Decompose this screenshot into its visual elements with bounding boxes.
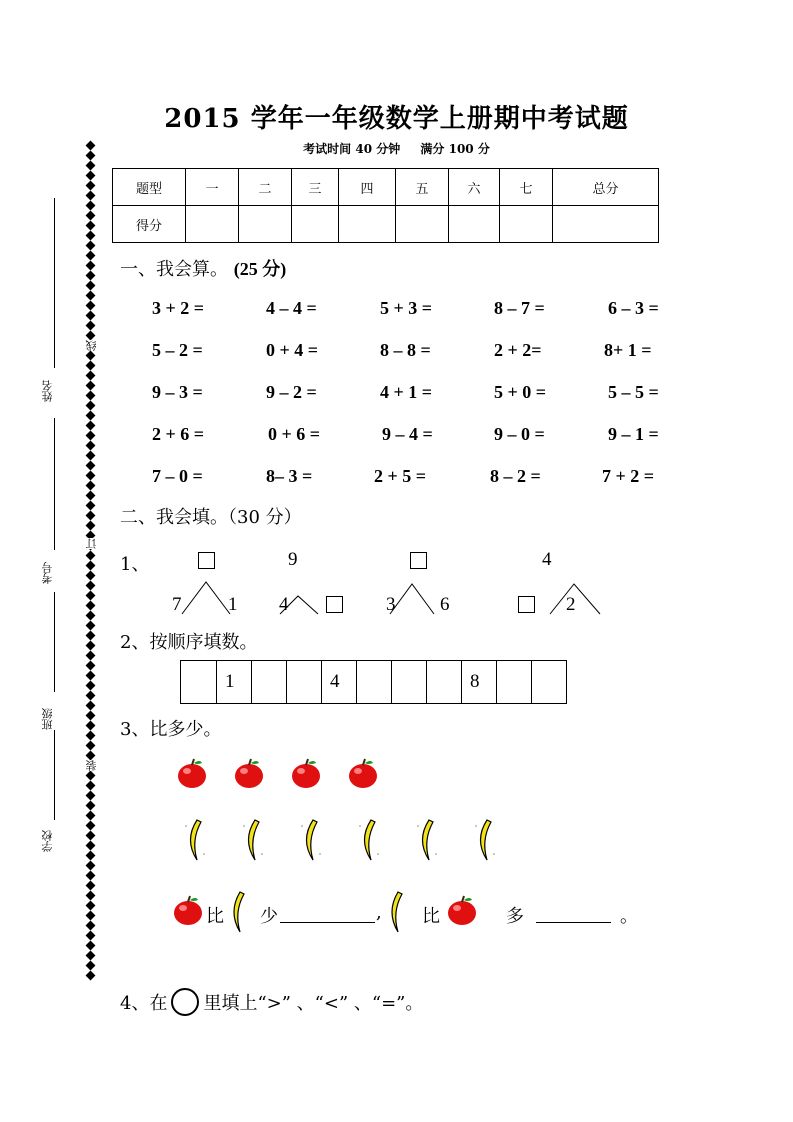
diamond-icon [85,291,95,301]
exam-info [0,140,793,157]
q4-title [120,988,423,1016]
diamond-icon [85,581,95,591]
score-input-cell[interactable] [396,206,449,243]
compare-banana-icon-2 [384,890,408,938]
score-table-header-row [113,169,659,206]
diamond-icon [85,561,95,571]
score-header-cell: 二 [239,169,292,206]
diamond-icon [85,741,95,751]
diamond-icon [85,261,95,271]
exam-no-underline [54,418,55,550]
equation-item: 0 + 6 = [268,424,321,444]
score-input-cell[interactable] [292,206,339,243]
diamond-icon [85,971,95,981]
score-header-cell: 五 [396,169,449,206]
diamond-icon [85,461,95,471]
score-table-score-row [113,206,659,243]
diamond-icon [85,931,95,941]
diamond-icon [85,441,95,451]
score-header-cell: 一 [186,169,239,206]
exam-no-label: 考号 [41,562,54,584]
diamond-icon [85,861,95,871]
equation-item: 2 + 5 = [374,466,427,486]
diamond-icon [85,401,95,411]
equation-item: 3 + 2 = [152,298,205,318]
diamond-icon [85,421,95,431]
diamond-icon [85,301,95,311]
q4-suffix: 里填上“>” 、“<” 、“=”。 [203,993,424,1014]
bond3-left: 3 [386,594,396,615]
diamond-icon [85,151,95,161]
diamond-icon [85,881,95,891]
sequence-cell: 4 [321,661,356,703]
apple-icon [347,757,379,793]
diamond-icon [85,411,95,421]
diamond-icon [85,141,95,151]
score-table [112,168,659,243]
compare-period: 。 [620,906,638,927]
diamond-icon [85,221,95,231]
diamond-icon [85,521,95,531]
diamond-icon [85,191,95,201]
diamond-icon [85,271,95,281]
compare-bi-1: 比 [206,906,224,927]
diamond-icon [85,901,95,911]
diamond-icon [85,371,95,381]
q1-label: 1、 [120,554,150,575]
section1-heading [120,255,286,281]
diamond-icon [85,831,95,841]
diamond-icon [85,211,95,221]
equation-item: 8 – 7 = [494,298,545,318]
bond3-lines [390,584,434,614]
equation-item: 0 + 4 = [266,340,319,360]
diamond-icon [85,281,95,291]
diamond-icon [85,161,95,171]
compare-apple-icon [172,894,204,930]
section1-title: 一、我会算。 [120,259,228,280]
bond2-left: 4 [279,594,289,615]
equation-item: 9 – 4 = [382,424,433,444]
class-underline [54,592,55,692]
apple-icon [290,757,322,793]
sequence-cell[interactable] [426,661,461,703]
equation-item: 5 + 3 = [380,298,433,318]
diamond-icon [85,431,95,441]
equation-item: 4 + 1 = [380,382,433,402]
diamond-icon [85,551,95,561]
bond2-top: 9 [288,549,298,570]
sequence-cell[interactable] [286,661,321,703]
diamond-icon [85,231,95,241]
diamond-icon [85,811,95,821]
equation-item: 9 – 3 = [152,382,203,402]
diamond-icon [85,351,95,361]
diamond-icon [85,241,95,251]
score-header-cell: 四 [339,169,396,206]
bond3-top-box[interactable] [410,552,427,569]
sequence-cell: 1 [216,661,251,703]
equation-item: 7 – 0 = [152,466,203,486]
score-input-cell[interactable] [339,206,396,243]
equation-item: 8 – 8 = [380,340,431,360]
sequence-cell[interactable] [181,661,216,703]
diamond-icon [85,321,95,331]
compare-bi-2: 比 [422,906,440,927]
sequence-boxes [180,660,567,704]
diamond-icon [85,181,95,191]
diamond-icon [85,891,95,901]
bond4-right: 2 [566,594,576,615]
score-header-cell: 七 [500,169,553,206]
compare-comma: , [376,902,382,923]
diamond-icon [85,661,95,671]
equation-item: 4 – 4 = [266,298,317,318]
sequence-cell[interactable] [356,661,391,703]
name-label: 姓名 [41,380,54,402]
diamond-icon [85,391,95,401]
apple-icon [176,757,208,793]
diamond-icon [85,481,95,491]
diamond-icon [85,841,95,851]
compare-apple-icon-2 [446,894,478,930]
banana-icon [240,818,266,866]
diamond-icon [85,501,95,511]
diamond-icon [85,951,95,961]
equation-item: 2 + 2= [494,340,542,360]
banana-icon [472,818,498,866]
score-header-cell: 六 [449,169,500,206]
bond4-left-box[interactable] [518,596,535,613]
diamond-icon [85,671,95,681]
diamond-icon [85,681,95,691]
bond2-right-box[interactable] [326,596,343,613]
diamond-icon [85,601,95,611]
equation-item: 2 + 6 = [152,424,205,444]
diamond-icon [85,641,95,651]
diamond-icon [85,471,95,481]
equation-item: 5 – 5 = [608,382,659,402]
diamond-icon [85,651,95,661]
diamond-icon [85,691,95,701]
binding-ding-char: 订 [85,538,98,549]
exam-full-score: 满分 100 分 [420,142,490,156]
score-input-cell[interactable] [553,206,659,243]
sequence-cell: 8 [461,661,496,703]
diamond-icon [85,751,95,761]
sequence-cell[interactable] [251,661,286,703]
diamond-icon [85,791,95,801]
banana-icon [298,818,324,866]
compare-shao: 少 [260,906,278,927]
bond3-right: 6 [440,594,450,615]
banana-icon [414,818,440,866]
diamond-icon [85,621,95,631]
bond1-right: 1 [228,594,238,615]
diamond-icon [85,631,95,641]
sequence-cell[interactable] [391,661,426,703]
bond1-left: 7 [172,594,182,615]
bond1-top-box[interactable] [198,552,215,569]
diamond-icon [85,331,95,341]
score-header-cell: 题型 [113,169,186,206]
equation-item: 6 – 3 = [608,298,659,318]
equation-item: 5 + 0 = [494,382,547,402]
binding-diamond-border [84,140,96,980]
equation-item: 9 – 1 = [608,424,659,444]
diamond-icon [85,591,95,601]
sequence-cell[interactable] [531,661,566,703]
diamond-icon [85,701,95,711]
equation-item: 8+ 1 = [604,340,652,360]
diamond-icon [85,721,95,731]
sequence-cell[interactable] [496,661,531,703]
diamond-icon [85,801,95,811]
diamond-icon [85,171,95,181]
diamond-icon [85,941,95,951]
exam-time: 考试时间 40 分钟 [303,142,401,156]
answer-line-more[interactable] [536,922,611,923]
diamond-icon [85,871,95,881]
page-title: 2015 学年一年级数学上册期中考试题 [164,104,629,134]
apple-icon [233,757,265,793]
diamond-icon [85,491,95,501]
diamond-icon [85,451,95,461]
diamond-icon [85,821,95,831]
equation-item: 9 – 0 = [494,424,545,444]
q4-prefix: 4、在 [120,993,168,1014]
diamond-icon [85,911,95,921]
diamond-icon [85,771,95,781]
diamond-icon [85,311,95,321]
diamond-icon [85,921,95,931]
score-input-cell[interactable] [239,206,292,243]
school-underline [54,730,55,820]
diamond-icon [85,711,95,721]
equation-item: 8 – 2 = [490,466,541,486]
diamond-icon [85,851,95,861]
diamond-icon [85,611,95,621]
section1-points: (25 分) [233,259,287,279]
diamond-icon [85,571,95,581]
score-row-label: 得分 [113,206,186,243]
score-header-cell: 三 [292,169,339,206]
diamond-icon [85,201,95,211]
score-input-cell[interactable] [449,206,500,243]
score-header-cell: 总分 [553,169,659,206]
equation-item: 9 – 2 = [266,382,317,402]
bond1-lines [182,582,230,614]
school-label: 学校 [41,830,54,852]
diamond-icon [85,781,95,791]
compare-banana-icon [226,890,250,938]
diamond-icon [85,381,95,391]
q3-title: 3、比多少。 [120,719,222,740]
diamond-icon [85,251,95,261]
equation-item: 5 – 2 = [152,340,203,360]
answer-line-fewer[interactable] [280,922,375,923]
banana-icon [182,818,208,866]
score-input-cell[interactable] [186,206,239,243]
diamond-icon [85,731,95,741]
compare-duo: 多 [506,906,524,927]
bond4-top: 4 [542,549,552,570]
banana-icon [356,818,382,866]
diamond-icon [85,361,95,371]
q2-title: 2、按顺序填数。 [120,632,258,653]
binding-zhuang-char: 装 [85,760,98,771]
score-input-cell[interactable] [500,206,553,243]
section2-title: 二、我会填。（30 分） [120,507,302,528]
class-label: 班级 [41,708,54,730]
diamond-icon [85,511,95,521]
equation-item: 7 + 2 = [602,466,655,486]
binding-line-char: 线 [85,340,98,351]
equation-item: 8– 3 = [266,466,313,486]
name-underline [54,198,55,368]
circle-icon [171,988,199,1016]
diamond-icon [85,961,95,971]
